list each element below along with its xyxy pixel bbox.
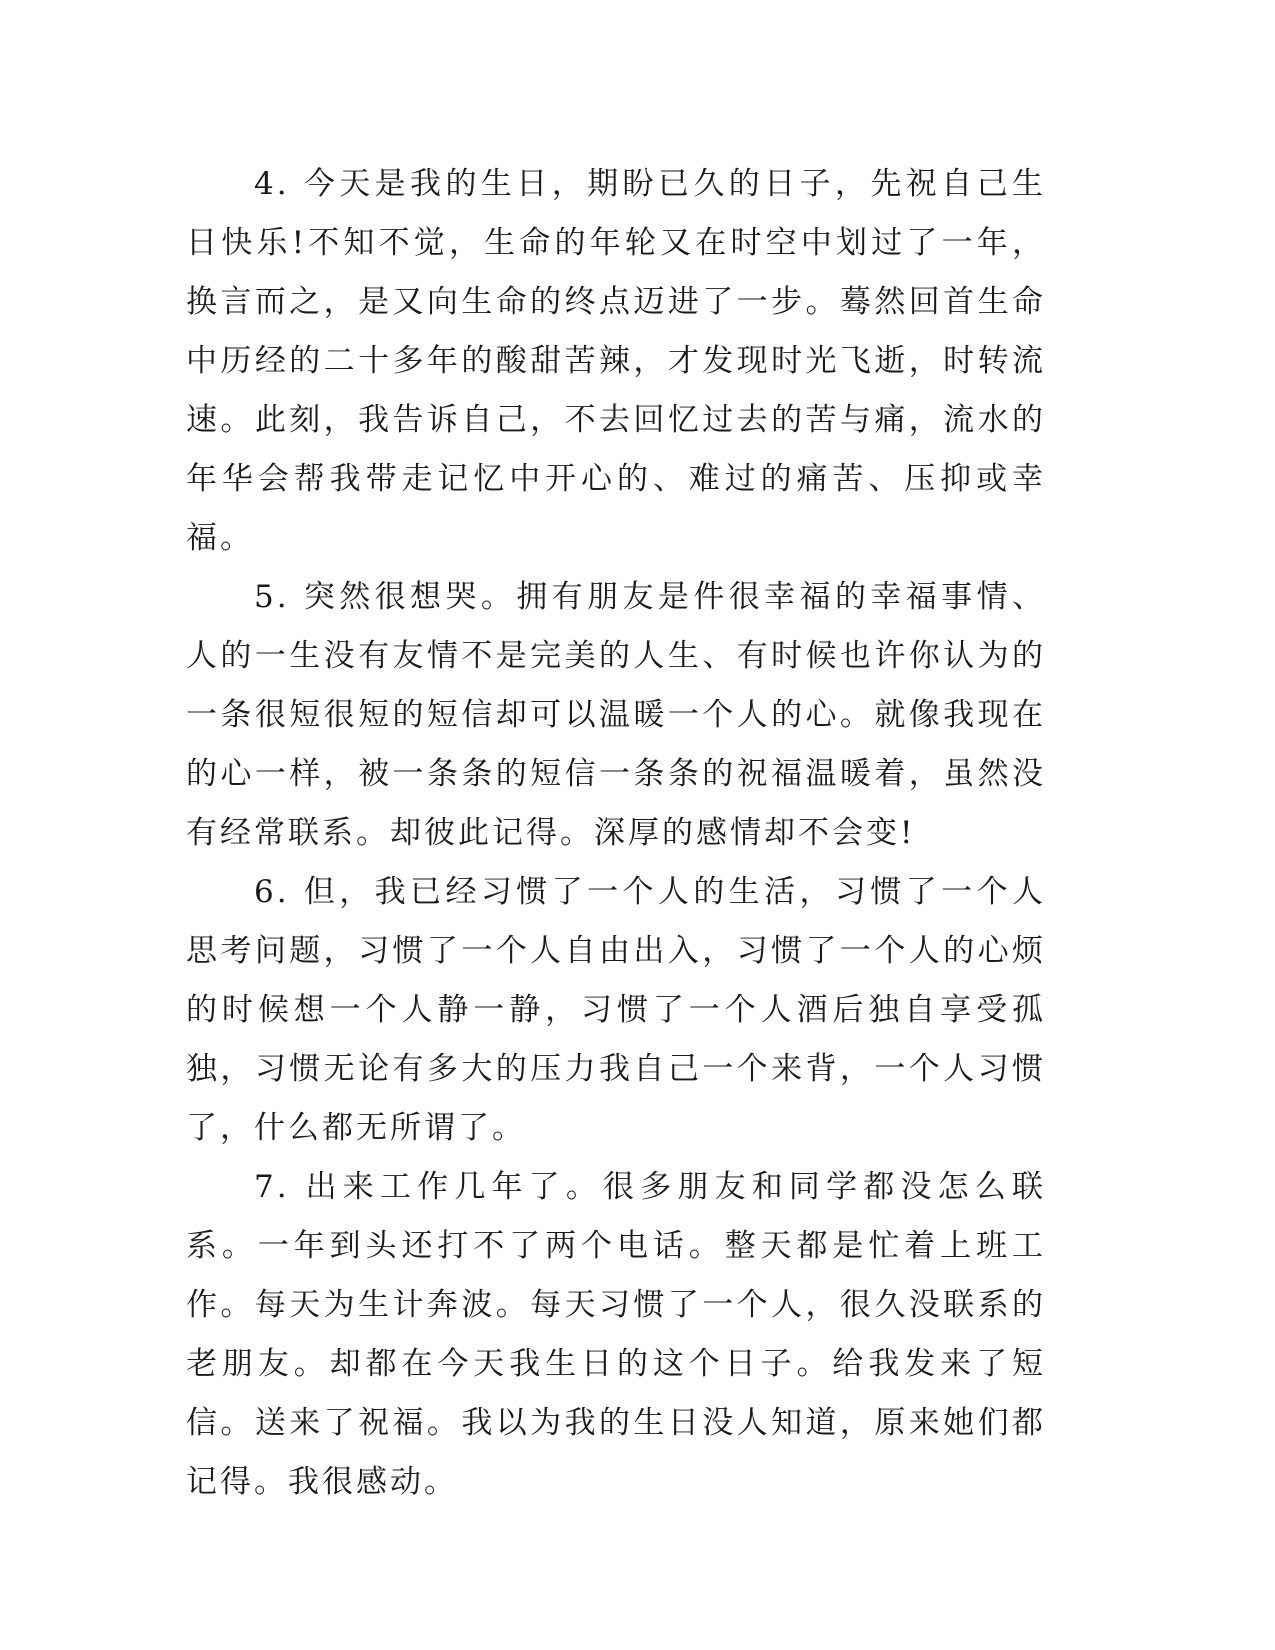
document-body [186,155,1046,1512]
paragraph-6: 6. 但，我已经习惯了一个人的生活，习惯了一个人思考问题，习惯了一个人自由出入，习惯了一个人的心烦的时候想一个人静一静，习惯了一个人酒后独自享受孤独，习惯无论有多大的压力我自己一个来背，一个人习惯了，什么都无所谓了。 [186,874,1046,1146]
paragraph-7: 7. 出来工作几年了。很多朋友和同学都没怎么联系。一年到头还打不了两个电话。整天都是忙着上班工作。每天为生计奔波。每天习惯了一个人，很久没联系的老朋友。却都在今天我生日的这个日子。给我发来了短信。送来了祝福。我以为我的生日没人知道，原来她们都记得。我很感动。 [186,1169,1046,1500]
paragraph-4: 4. 今天是我的生日，期盼已久的日子，先祝自己生日快乐!不知不觉，生命的年轮又在时空中划过了一年，换言而之，是又向生命的终点迈进了一步。蓦然回首生命中历经的二十多年的酸甜苦辣，才发现时光飞逝，时转流速。此刻，我告诉自己，不去回忆过去的苦与痛，流水的年华会帮我带走记忆中开心的、难过的痛苦、压抑或幸福。 [186,166,1046,556]
paragraph-5: 5. 突然很想哭。拥有朋友是件很幸福的幸福事情、人的一生没有友情不是完美的人生、有时候也许你认为的一条很短很短的短信却可以温暖一个人的心。就像我现在的心一样，被一条条的短信一条条的祝福温暖着，虽然没有经常联系。却彼此记得。深厚的感情却不会变! [186,579,1046,851]
